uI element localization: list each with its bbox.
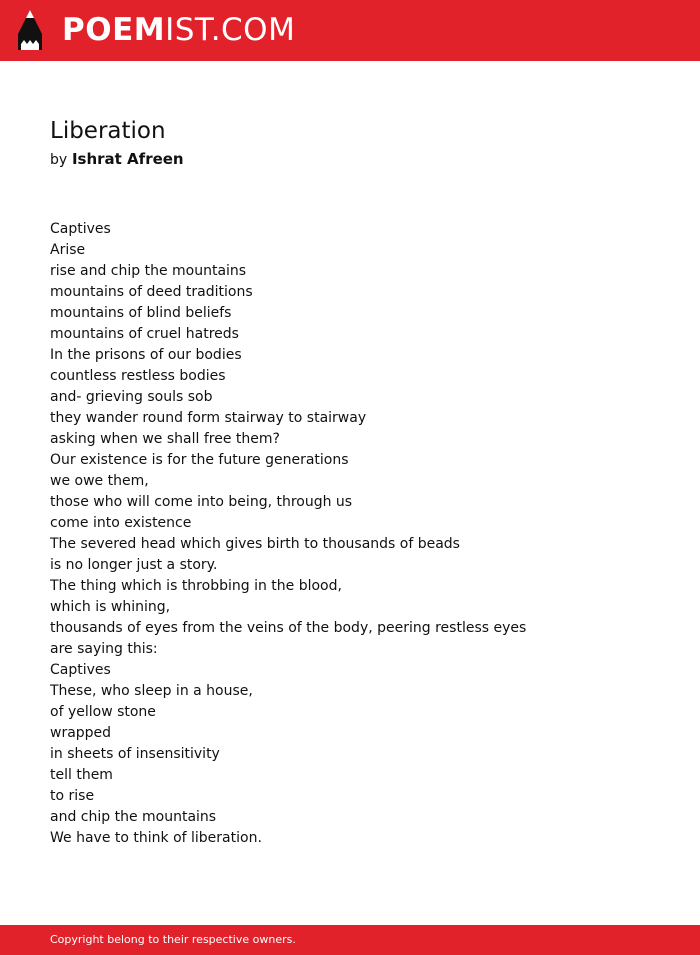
- poem-title: Liberation: [50, 118, 166, 144]
- poem-line: which is whining,: [50, 599, 171, 615]
- poem-body: [50, 219, 526, 849]
- poem-line: asking when we shall free them?: [50, 431, 280, 447]
- copyright-text: Copyright belong to their respective owners.: [50, 933, 296, 946]
- poem-line: come into existence: [50, 515, 192, 531]
- poem-line: are saying this:: [50, 641, 158, 657]
- poem-line: is no longer just a story.: [50, 557, 218, 573]
- poem-line: mountains of cruel hatreds: [50, 326, 239, 342]
- poem-line: Captives: [50, 662, 111, 678]
- poem-line: of yellow stone: [50, 704, 156, 720]
- site-footer: [0, 925, 700, 955]
- poem-line: We have to think of liberation.: [50, 830, 262, 846]
- poem-line: and chip the mountains: [50, 809, 217, 825]
- poem-line: Arise: [50, 242, 86, 258]
- byline: [50, 148, 184, 171]
- poem-line: and- grieving souls sob: [50, 389, 213, 405]
- poem-line: we owe them,: [50, 473, 149, 489]
- site-logo[interactable]: [62, 10, 295, 50]
- poem-line: mountains of blind beliefs: [50, 305, 232, 321]
- poem-line: in sheets of insensitivity: [50, 746, 220, 762]
- poem-line: countless restless bodies: [50, 368, 226, 384]
- poem-line: Captives: [50, 221, 111, 237]
- poem-line: Our existence is for the future generations: [50, 452, 349, 468]
- poem-line: wrapped: [50, 725, 112, 741]
- pencil-icon: [17, 9, 43, 51]
- logo-light-text: IST.COM: [165, 12, 296, 48]
- site-header: [0, 0, 700, 61]
- poem-line: tell them: [50, 767, 113, 783]
- poem-line: The severed head which gives birth to thousands of beads: [50, 536, 460, 552]
- by-label: by: [50, 152, 68, 168]
- poem-line: These, who sleep in a house,: [50, 683, 253, 699]
- poem-line: to rise: [50, 788, 95, 804]
- poem-line: rise and chip the mountains: [50, 263, 247, 279]
- poem-line: mountains of deed traditions: [50, 284, 253, 300]
- poem-line: In the prisons of our bodies: [50, 347, 242, 363]
- poem-author: Ishrat Afreen: [71, 150, 184, 168]
- poem-line: they wander round form stairway to stairway: [50, 410, 367, 426]
- logo-bold-text: POEM: [62, 12, 166, 48]
- poem-line: those who will come into being, through us: [50, 494, 353, 510]
- poem-line: thousands of eyes from the veins of the body, peering restless eyes: [50, 620, 527, 636]
- poem-line: The thing which is throbbing in the blood,: [50, 578, 342, 594]
